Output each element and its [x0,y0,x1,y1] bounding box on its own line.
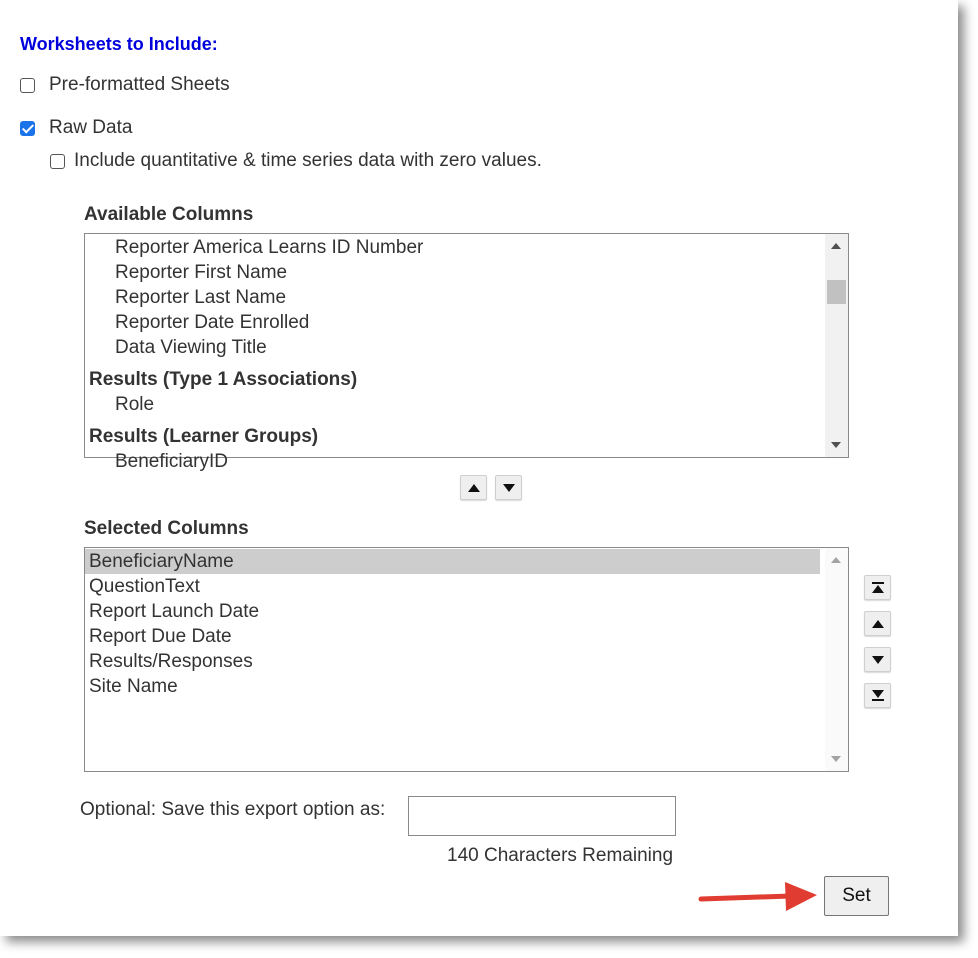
move-to-selected-up-button[interactable] [460,475,487,500]
worksheets-heading: Worksheets to Include: [20,34,218,54]
available-columns-items [85,235,825,472]
scroll-up-arrow-icon[interactable] [831,557,841,563]
scroll-down-arrow-icon[interactable] [831,442,841,448]
available-columns-label: Available Columns [84,204,254,225]
move-to-selected-down-button[interactable] [495,475,522,500]
selected-column-option[interactable]: Site Name [89,676,178,697]
triangle-up-icon [468,484,480,492]
column-option[interactable]: Reporter First Name [115,262,288,283]
selected-column-option[interactable]: QuestionText [89,576,200,597]
selected-column-option[interactable]: Report Launch Date [89,601,260,622]
save-option-label: Optional: Save this export option as: [80,799,386,820]
column-group-header: Results (Learner Groups) [89,426,319,447]
zero-values-row[interactable] [50,150,542,172]
move-bottom-button[interactable] [864,683,891,708]
column-option[interactable]: BeneficiaryID [115,451,228,472]
zero-values-label: Include quantitative & time series data with zero values. [74,150,542,171]
move-to-bottom-icon [872,690,884,701]
preformatted-sheets-row[interactable] [20,74,230,96]
selected-column-option[interactable]: Report Due Date [89,626,232,647]
move-to-top-icon [872,582,884,593]
column-option[interactable]: Data Viewing Title [115,337,267,358]
selected-scrollbar[interactable] [825,548,848,771]
available-columns-listbox[interactable] [84,233,849,472]
available-scrollbar[interactable] [825,234,848,457]
preformatted-sheets-checkbox[interactable] [20,78,35,93]
move-top-button[interactable] [864,575,891,600]
raw-data-checkbox[interactable] [20,121,35,136]
selected-columns-listbox[interactable] [84,547,849,772]
set-button[interactable]: Set [824,876,889,916]
triangle-down-icon [503,484,515,492]
column-option[interactable]: Reporter Last Name [115,287,287,308]
save-option-input[interactable] [408,796,676,836]
column-group-header: Results (Type 1 Associations) [89,369,358,390]
triangle-up-icon [872,620,884,628]
raw-data-label: Raw Data [49,117,133,138]
move-down-button[interactable] [864,647,891,672]
raw-data-row[interactable] [20,117,132,139]
annotation-arrow-icon [695,880,825,914]
selected-columns-label: Selected Columns [84,518,249,539]
scroll-down-arrow-icon[interactable] [831,756,841,762]
move-up-button[interactable] [864,611,891,636]
scroll-up-arrow-icon[interactable] [831,243,841,249]
preformatted-sheets-label: Pre-formatted Sheets [49,74,230,95]
triangle-down-icon [872,656,884,664]
scroll-thumb[interactable] [827,280,846,304]
selected-column-option[interactable]: Results/Responses [89,651,253,672]
column-option[interactable]: Reporter America Learns ID Number [115,237,424,258]
selected-column-option[interactable]: BeneficiaryName [85,549,820,574]
selected-columns-items [85,549,820,771]
characters-remaining: 140 Characters Remaining [447,845,674,866]
zero-values-checkbox[interactable] [50,154,65,169]
column-option[interactable]: Reporter Date Enrolled [115,312,310,333]
column-option[interactable]: Role [115,394,155,415]
